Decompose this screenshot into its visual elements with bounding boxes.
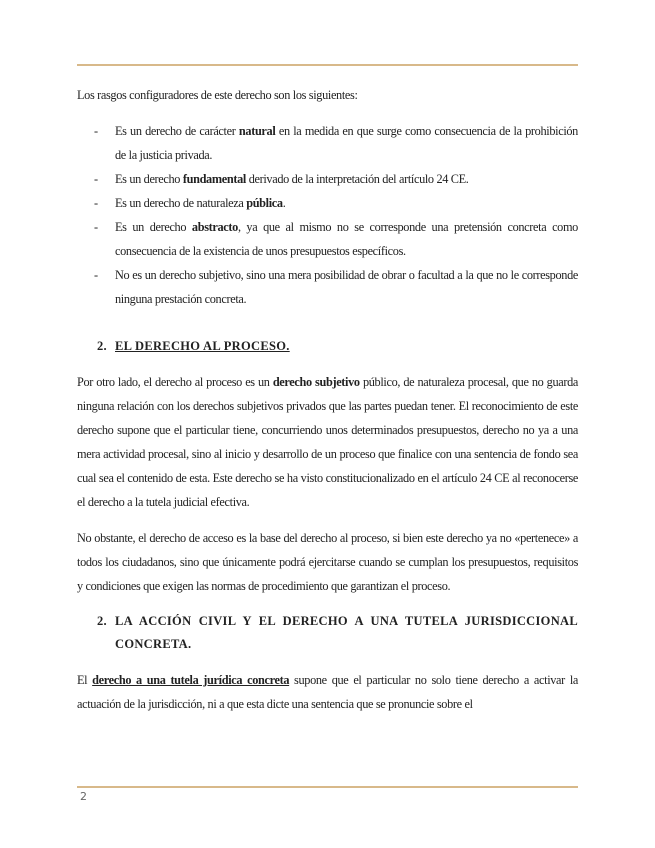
- list-item: [77, 215, 578, 263]
- list-item: [77, 167, 578, 191]
- heading-title: EL DERECHO AL PROCESO.: [115, 339, 290, 353]
- bullet-dash: -: [94, 196, 98, 210]
- item-text: No es un derecho subjetivo, sino una mera posibilidad de obrar o facultad a la que no le corresponde ninguna prestación concreta.: [115, 268, 578, 306]
- body-paragraph: [77, 370, 578, 514]
- item-text: en la medida en que surge como consecuencia de la prohibición de la justicia privada.: [115, 124, 578, 162]
- item-bold: abstracto: [191, 220, 238, 234]
- item-bold: natural: [238, 124, 276, 138]
- heading-number: 2.: [97, 339, 107, 353]
- bullet-dash: -: [94, 172, 98, 186]
- item-text: Es un derecho: [115, 172, 183, 186]
- item-text: Es un derecho de naturaleza: [115, 196, 247, 210]
- heading-number: 2.: [97, 614, 107, 628]
- header-rule: [77, 64, 578, 66]
- list-item: [77, 191, 578, 215]
- item-text: Es un derecho: [115, 220, 192, 234]
- bullet-dash: -: [94, 268, 98, 282]
- footer-rule: [77, 786, 578, 788]
- intro-paragraph: Los rasgos configuradores de este derecho son los siguientes:: [77, 88, 358, 102]
- list-item: [77, 119, 578, 167]
- item-bold: fundamental: [182, 172, 246, 186]
- item-text: , ya que al mismo no se corresponde una pretensión concreta como consecuencia de la existencia de unos presupuestos específicos.: [115, 220, 578, 258]
- item-text: Es un derecho de carácter: [115, 124, 239, 138]
- body-paragraph: No obstante, el derecho de acceso es la base del derecho al proceso, si bien este derecho ya no «pertenece» a todos los ciudadanos, sino que únicamente podrá ejercitarse cuando se cumplan los presupuestos, requisitos y condiciones que exigen las normas de procedimiento que garantizan el proceso.: [77, 531, 578, 593]
- paragraph-text: público, de naturaleza procesal, que no guarda ninguna relación con los derechos subjetivos privados que las partes puedan tener. El reconocimiento de este derecho supone que el particular tiene, concurriendo unos determinados presupuestos, derecho no ya a una mera actividad procesal, sino al inicio y desarrollo de un proceso que finalice con una sentencia de fondo sea cual sea el contenido de esta. Este derecho se ha visto constitucionalizado en el artículo 24 CE al reconocerse el derecho a la tutela judicial efectiva.: [77, 375, 579, 509]
- bullet-dash: -: [94, 220, 98, 234]
- item-text: derivado de la interpretación del artículo 24 CE.: [245, 172, 469, 186]
- paragraph-text: supone que el particular no solo tiene derecho a activar la actuación de la jurisdicción, ni a que esta dicte una sentencia que se pronuncie sobre el: [77, 673, 578, 711]
- features-list: [77, 119, 578, 311]
- body-paragraph: [77, 668, 578, 716]
- paragraph-text: Por otro lado, el derecho al proceso es un: [77, 375, 273, 389]
- paragraph-bold-underlined: derecho a una tutela jurídica concreta: [92, 673, 290, 687]
- bullet-dash: -: [94, 124, 98, 138]
- section-heading: [77, 610, 578, 656]
- page-number: 2: [80, 790, 87, 803]
- paragraph-text: El: [77, 673, 93, 687]
- item-text: .: [282, 196, 286, 210]
- heading-title: LA ACCIÓN CIVIL Y EL DERECHO A UNA TUTELA JURISDICCIONAL CONCRETA.: [115, 614, 578, 651]
- paragraph-bold: derecho subjetivo: [272, 375, 360, 389]
- page-body: [77, 83, 578, 728]
- list-item: [77, 263, 578, 311]
- item-bold: pública: [246, 196, 283, 210]
- section-heading: [77, 335, 578, 358]
